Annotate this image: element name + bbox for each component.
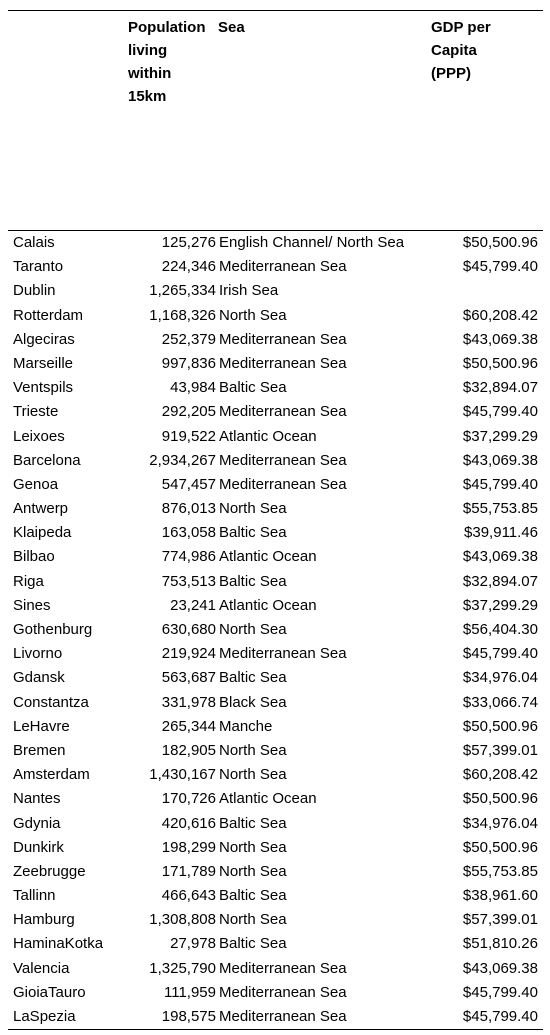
cell-city: Marseille [13,354,74,372]
table-row [8,352,543,376]
cell-gdp: $45,799.40 [462,1008,538,1025]
cell-population: 198,575 [161,1008,216,1025]
cell-population: 125,276 [161,234,216,251]
cell-city: Klaipeda [13,524,72,542]
cell-sea: Atlantic Ocean [219,790,317,808]
table-row [8,642,543,666]
cell-sea: Baltic Sea [219,524,287,542]
cell-sea: Baltic Sea [219,935,287,953]
table-row [8,957,543,981]
cell-city: Sines [13,596,51,614]
table-row [8,400,543,424]
cell-sea: Atlantic Ocean [219,427,317,445]
cell-gdp: $32,894.07 [462,379,538,397]
cell-city: Algeciras [13,330,75,348]
cell-gdp: $45,799.40 [462,258,538,276]
cell-gdp: $50,500.96 [462,354,538,372]
cell-population: 224,346 [161,258,216,276]
table-row [8,932,543,956]
cell-sea: Baltic Sea [219,379,287,397]
cell-sea: Manche [219,717,273,735]
cell-city: Dunkirk [13,838,64,856]
table-row [8,787,543,811]
cell-gdp: $32,894.07 [462,572,538,590]
cell-sea: Irish Sea [219,282,279,300]
cell-gdp: $39,911.46 [464,524,538,542]
cell-population: 547,457 [161,475,216,493]
cell-sea: North Sea [219,911,287,929]
cell-sea: Atlantic Ocean [219,548,317,566]
table-header-row [8,10,543,231]
table-row [8,618,543,642]
cell-city: Gothenburg [13,621,93,638]
cell-population: 630,680 [161,621,216,638]
cell-gdp: $50,500.96 [462,234,538,251]
cell-population: 292,205 [161,403,216,421]
cell-sea: Atlantic Ocean [219,596,317,614]
cell-city: Ventspils [13,379,74,397]
header-population-line: living [128,42,168,59]
cell-population: 919,522 [161,427,216,445]
cell-city: Tallinn [13,887,56,905]
cell-city: Nantes [13,790,61,808]
table-row [8,570,543,594]
cell-sea: Mediterranean Sea [219,983,347,1001]
header-gdp-line: GDP per [431,19,491,36]
cell-city: LaSpezia [13,1008,76,1025]
cell-gdp: $33,066.74 [462,693,538,711]
cell-gdp: $45,799.40 [462,403,538,421]
cell-sea: North Sea [219,766,287,784]
table-row [8,473,543,497]
cell-city: Riga [13,572,44,590]
table-row [8,739,543,763]
cell-city: Antwerp [13,500,69,518]
cell-population: 171,789 [161,862,216,880]
header-gdp-line: (PPP) [431,65,472,82]
cell-population: 265,344 [161,717,216,735]
cell-population: 1,325,790 [149,959,216,977]
cell-population: 163,058 [161,524,216,542]
cell-gdp: $50,500.96 [462,838,538,856]
cell-sea: Baltic Sea [219,887,287,905]
table-body [8,231,543,1030]
cell-population: 252,379 [161,330,216,348]
cell-population: 997,836 [161,354,216,372]
table-row [8,836,543,860]
header-population-line: within [128,65,172,82]
cell-gdp: $56,404.30 [462,621,538,638]
table-row [8,908,543,932]
cell-sea: North Sea [219,621,287,638]
cell-population: 331,978 [161,693,216,711]
cell-gdp: $34,976.04 [462,814,538,832]
cell-city: Zeebrugge [13,862,86,880]
cell-city: Constantza [13,693,89,711]
cell-city: Gdynia [13,814,61,832]
cell-city: Rotterdam [13,306,84,324]
table-row [8,812,543,836]
cell-city: Trieste [13,403,59,421]
cell-population: 753,513 [161,572,216,590]
cell-gdp: $50,500.96 [462,790,538,808]
table-row [8,279,543,303]
table-row [8,328,543,352]
table-row [8,666,543,690]
cell-gdp: $57,399.01 [462,911,538,929]
cell-gdp: $55,753.85 [462,862,538,880]
cell-gdp: $43,069.38 [462,548,538,566]
cell-sea: Mediterranean Sea [219,645,347,663]
cell-gdp: $55,753.85 [462,500,538,518]
cell-gdp: $45,799.40 [462,983,538,1001]
cell-sea: Mediterranean Sea [219,403,347,421]
cell-city: Bilbao [13,548,55,566]
cell-gdp: $57,399.01 [462,741,538,759]
cell-sea: Mediterranean Sea [219,258,347,276]
cell-city: Amsterdam [13,766,90,784]
cell-population: 1,168,326 [149,306,216,324]
table-row [8,521,543,545]
cell-sea: North Sea [219,741,287,759]
cell-population: 198,299 [161,838,216,856]
cell-city: Dublin [13,282,56,300]
cell-population: 1,265,334 [149,282,216,300]
table-row [8,231,543,255]
cell-sea: English Channel/ North Sea [219,234,405,251]
cell-sea: North Sea [219,838,287,856]
cell-city: Taranto [13,258,64,276]
cell-population: 182,905 [161,741,216,759]
cell-city: Barcelona [13,451,81,469]
header-population [128,16,218,108]
cell-sea: North Sea [219,500,287,518]
cell-gdp: $60,208.42 [462,766,538,784]
cell-gdp: $45,799.40 [462,645,538,663]
cell-population: 1,308,808 [149,911,216,929]
cell-sea: Black Sea [219,693,287,711]
cell-population: 774,986 [161,548,216,566]
table-row [8,691,543,715]
table-row [8,981,543,1005]
cell-population: 111,959 [164,983,216,1001]
cell-gdp: $43,069.38 [462,451,538,469]
table-row [8,763,543,787]
cell-population: 219,924 [161,645,216,663]
cell-sea: Mediterranean Sea [219,959,347,977]
cell-gdp: $50,500.96 [462,717,538,735]
cell-sea: Mediterranean Sea [219,475,347,493]
header-sea: Sea [218,19,245,36]
cell-sea: North Sea [219,306,287,324]
table-row [8,594,543,618]
table-row [8,376,543,400]
cell-gdp: $43,069.38 [462,330,538,348]
table-row [8,1005,543,1029]
cell-sea: Mediterranean Sea [219,1008,347,1025]
table-row [8,497,543,521]
table-row [8,255,543,279]
cell-city: Genoa [13,475,59,493]
cell-population: 27,978 [170,935,216,953]
cell-population: 2,934,267 [149,451,216,469]
cell-population: 43,984 [170,379,216,397]
cell-sea: North Sea [219,862,287,880]
cell-sea: Mediterranean Sea [219,354,347,372]
cell-city: Calais [13,234,55,251]
cell-city: Valencia [13,959,70,977]
table-row [8,449,543,473]
cell-city: Bremen [13,741,66,759]
cell-population: 1,430,167 [149,766,216,784]
cell-city: Leixoes [13,427,65,445]
cell-gdp: $38,961.60 [462,887,538,905]
cell-city: Gdansk [13,669,65,687]
cell-population: 876,013 [161,500,216,518]
table-row [8,545,543,569]
cell-city: Livorno [13,645,63,663]
cell-sea: Baltic Sea [219,814,287,832]
cell-sea: Baltic Sea [219,669,287,687]
cell-gdp: $37,299.29 [462,427,538,445]
cell-gdp: $43,069.38 [462,959,538,977]
cell-sea: Mediterranean Sea [219,330,347,348]
header-gdp [431,16,541,85]
cell-gdp: $45,799.40 [462,475,538,493]
table-row [8,715,543,739]
cell-city: HaminaKotka [13,935,104,953]
header-gdp-line: Capita [431,42,477,59]
table-row [8,860,543,884]
table-row [8,425,543,449]
cell-city: Hamburg [13,911,75,929]
header-population-line: 15km [128,88,167,105]
cell-gdp: $37,299.29 [462,596,538,614]
header-population-line: Population [128,19,206,36]
port-data-table [8,10,543,1030]
cell-gdp: $51,810.26 [462,935,538,953]
cell-population: 170,726 [161,790,216,808]
cell-population: 420,616 [161,814,216,832]
cell-gdp: $34,976.04 [462,669,538,687]
cell-city: GioiaTauro [13,983,86,1001]
cell-sea: Baltic Sea [219,572,287,590]
cell-gdp: $60,208.42 [462,306,538,324]
table-row [8,884,543,908]
cell-population: 466,643 [161,887,216,905]
cell-population: 563,687 [161,669,216,687]
cell-sea: Mediterranean Sea [219,451,347,469]
table-row [8,304,543,328]
cell-population: 23,241 [170,596,216,614]
cell-city: LeHavre [13,717,70,735]
